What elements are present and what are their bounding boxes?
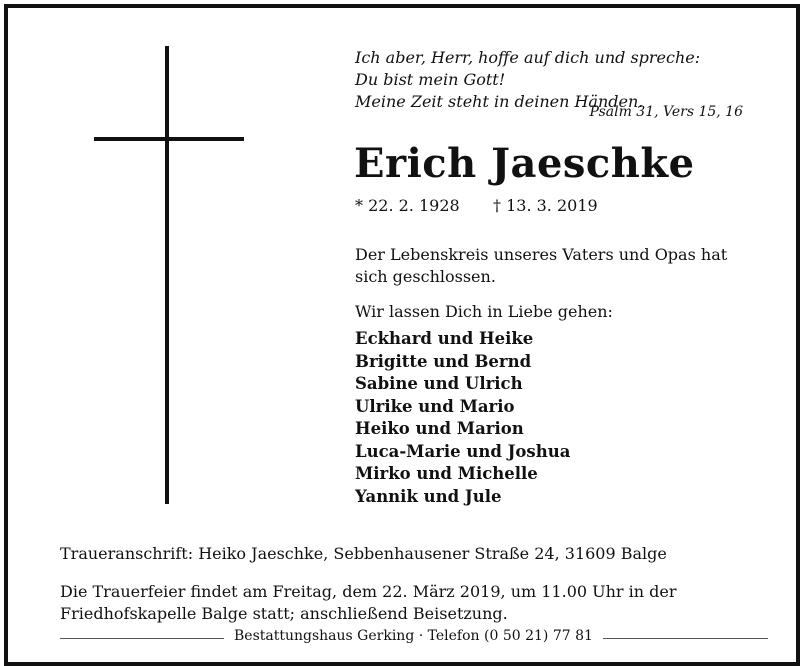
mourners-list (355, 328, 570, 508)
psalm-line: Du bist mein Gott! (355, 70, 506, 89)
funeral-home-footer: Bestattungshaus Gerking · Telefon (0 50 21) 77 81 (224, 628, 603, 644)
cross-icon-vertical (165, 46, 169, 504)
psalm-line: Meine Zeit steht in deinen Händen. (355, 92, 644, 111)
mourner-entry: Brigitte und Bernd (355, 351, 532, 371)
life-dates (355, 196, 598, 215)
deceased-name: Erich Jaeschke (354, 140, 695, 187)
mourner-entry: Sabine und Ulrich (355, 374, 523, 393)
mourner-entry: Luca-Marie und Joshua (355, 441, 571, 461)
mourner-entry: Mirko und Michelle (355, 464, 538, 483)
psalm-reference: Psalm 31, Vers 15, 16 (589, 104, 743, 120)
mourner-entry: Ulrike und Mario (355, 396, 515, 416)
birth-date: * 22. 2. 1928 (355, 196, 460, 215)
mourner-entry: Eckhard und Heike (355, 329, 534, 348)
death-date: † 13. 3. 2019 (493, 196, 598, 215)
mourner-entry: Heiko und Marion (355, 419, 524, 438)
mourning-address: Traueranschrift: Heiko Jaeschke, Sebbenhausener Straße 24, 31609 Balge (60, 544, 667, 563)
psalm-line: Ich aber, Herr, hoffe auf dich und spreche: (355, 48, 701, 67)
ceremony-info: Die Trauerfeier findet am Freitag, dem 22. März 2019, um 11.00 Uhr in der Friedhofskapelle Balge statt; anschließend Beisetzung. (60, 582, 677, 623)
cross-icon-horizontal (94, 137, 244, 141)
mourner-entry: Yannik und Jule (355, 486, 502, 506)
mourners-lead: Wir lassen Dich in Liebe gehen: (355, 302, 613, 321)
intro-text: Der Lebenskreis unseres Vaters und Opas hat sich geschlossen. (355, 245, 728, 286)
